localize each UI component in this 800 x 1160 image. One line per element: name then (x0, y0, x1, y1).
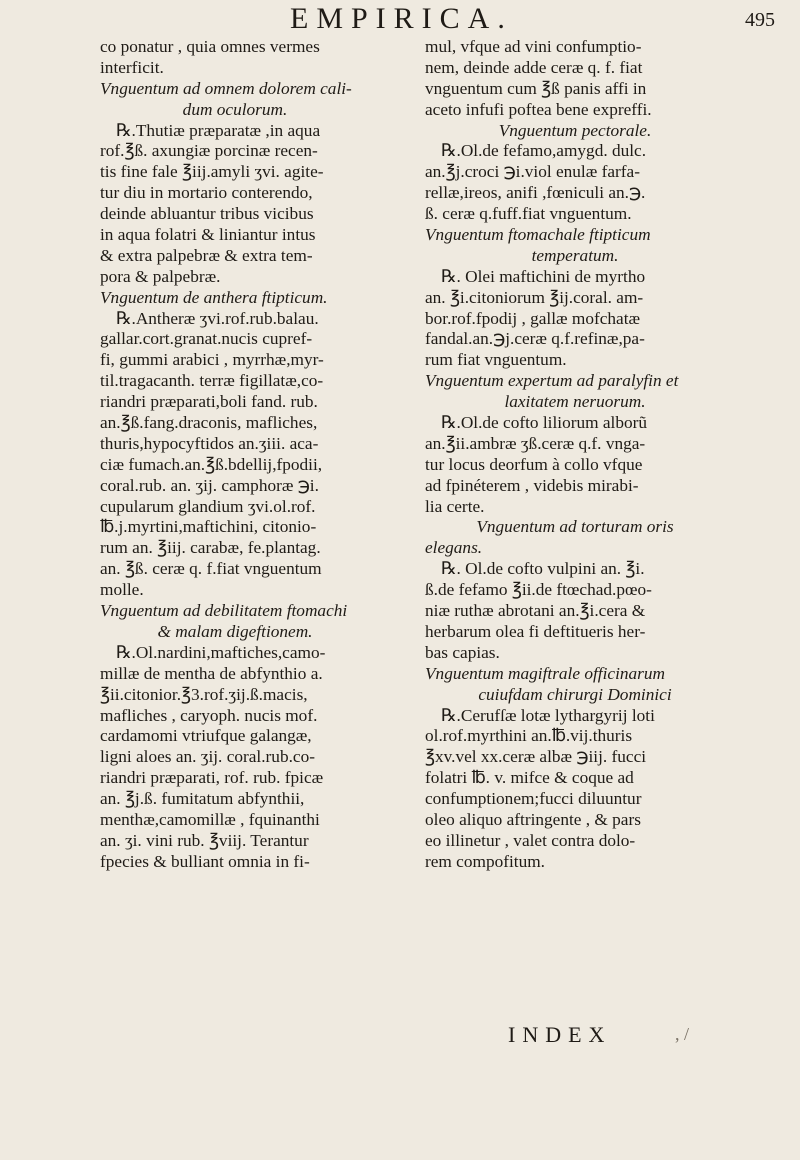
text-line: an.℥j.croci ℈i.viol enulæ farfa- (425, 162, 640, 182)
text-line: ℞.Ol.nardini,maftiches,camo- (116, 642, 326, 662)
text-line: cupularum glandium ʒvi.ol.rof. (100, 496, 316, 516)
running-head-title: EMPIRICA. (290, 2, 513, 35)
text-line: rof.℥ß. axungiæ porcinæ recen- (100, 141, 318, 161)
recipe-heading-line: Vnguentum ad debilitatem ftomachi (100, 601, 348, 621)
text-line: rem compofitum. (425, 851, 545, 871)
page-number: 495 (745, 9, 775, 31)
text-line: ß. ceræ q.fuff.fiat vnguentum. (425, 204, 632, 224)
recipe-heading-line: & malam digeftionem. (157, 621, 313, 641)
text-line: tur locus deorfum à collo vfque (425, 454, 643, 474)
text-line: eo illinetur , valet contra dolo- (425, 830, 636, 850)
running-head (0, 2, 800, 36)
recipe-heading-line: Vnguentum magiftrale officinarum (425, 663, 665, 683)
text-line: deinde abluantur tribus vicibus (100, 204, 314, 224)
text-line: vnguentum cum ℥ß panis affi in (425, 78, 647, 98)
text-line: co ponatur , quia omnes vermes (100, 37, 320, 56)
text-line: cardamomi vtriufque galangæ, (100, 726, 312, 746)
text-line: & extra palpebræ & extra tem- (100, 245, 313, 265)
text-line: herbarum olea fi deftitueris her- (425, 621, 646, 641)
text-line: til.tragacanth. terræ figillatæ,co- (100, 371, 324, 391)
text-line: mafliches , caryoph. nucis mof. (100, 705, 318, 725)
text-line: an. ℥i.citoniorum ℥ij.coral. am- (425, 287, 644, 307)
text-line: ℞.Ol.de cofto liliorum alborũ (441, 413, 648, 433)
recipe-heading-line: Vnguentum de anthera ftipticum. (100, 287, 328, 307)
ink-mark: , / (675, 1024, 690, 1044)
text-line: ol.rof.myrthini an.℔.vij.thuris (425, 726, 633, 746)
recipe-heading-line: Vnguentum ftomachale ftipticum (425, 225, 651, 245)
text-line: bas capias. (425, 642, 500, 662)
left-text-column (100, 37, 370, 873)
recipe-heading-line: temperatum. (531, 245, 619, 265)
text-line: nem, deinde adde ceræ q. f. fiat (425, 57, 643, 77)
text-line: ℥ii.citonior.℥3.rof.ʒij.ß.macis, (100, 684, 308, 704)
text-line: gallar.cort.granat.nucis cupref- (100, 329, 313, 349)
recipe-heading-line: Vnguentum expertum ad paralyfin et (425, 371, 679, 391)
text-line: ciæ fumach.an.℥ß.bdellij,fpodii, (100, 454, 323, 474)
text-line: riandri præparati, rof. rub. fpicæ (100, 768, 324, 788)
text-line: interficit. (100, 57, 164, 77)
text-line: ℞. Olei maftichini de myrtho (441, 266, 646, 286)
text-line: riandri præparati,boli fand. rub. (100, 392, 318, 412)
recipe-heading-line: cuiufdam chirurgi Dominici (478, 684, 672, 704)
text-line: confumptionem;fucci diluuntur (425, 789, 642, 809)
text-line: fi, gummi arabici , myrrhæ,myr- (100, 350, 324, 370)
text-line: ligni aloes an. ʒij. coral.rub.co- (100, 747, 315, 767)
text-line: ℞.Antheræ ʒvi.rof.rub.balau. (116, 308, 319, 328)
text-line: millæ de mentha de abfynthio a. (100, 663, 323, 683)
recipe-heading-line: Vnguentum ad omnem dolorem cali- (100, 78, 352, 98)
text-line: pora & palpebræ. (100, 266, 221, 286)
text-line: rellæ,ireos, anifi ,fœniculi an.℈. (425, 183, 646, 203)
text-line: aceto infufi poftea bene expreffi. (425, 99, 652, 119)
text-line: folatri ℔. v. mifce & coque ad (425, 768, 634, 788)
text-line: lia certe. (425, 496, 485, 516)
recipe-heading-line: laxitatem neruorum. (504, 392, 646, 412)
text-line: an.℥ii.ambræ ʒß.ceræ q.f. vnga- (425, 433, 646, 453)
text-line: oleo aliquo aftringente , & pars (425, 809, 641, 829)
text-line: an.℥ß.fang.draconis, mafliches, (100, 413, 318, 433)
text-line: ℞.Thutiæ præparatæ ,in aqua (116, 120, 321, 140)
text-line: in aqua folatri & liniantur intus (100, 225, 316, 245)
text-line: menthæ,camomillæ , fquinanthi (100, 809, 320, 829)
text-line: ℞. Ol.de cofto vulpini an. ℥i. (441, 559, 645, 579)
text-line: niæ ruthæ abrotani an.℥i.cera & (425, 601, 646, 621)
text-line: ad fpinéterem , videbis mirabi- (425, 475, 639, 495)
recipe-heading-line: dum oculorum. (182, 99, 288, 119)
text-line: ℥xv.vel xx.ceræ albæ ℈iij. fucci (425, 747, 647, 767)
text-line: coral.rub. an. ʒij. camphoræ ℈i. (100, 475, 319, 495)
text-line: ℞.Ol.de fefamo,amygd. dulc. (441, 141, 647, 161)
right-text-column (425, 37, 725, 873)
text-line: ℔.j.myrtini,maftichini, citonio- (100, 517, 317, 537)
text-line: tur diu in mortario conterendo, (100, 183, 313, 203)
catchword: INDEX (508, 1022, 612, 1047)
text-line: rum an. ℥iij. carabæ, fe.plantag. (100, 538, 321, 558)
text-line: an. ℥ß. ceræ q. f.fiat vnguentum (100, 559, 322, 579)
text-line: fandal.an.℈j.ceræ q.f.refinæ,pa- (425, 329, 645, 349)
text-line: an. ℥j.ß. fumitatum abfynthii, (100, 789, 305, 809)
recipe-heading-line: elegans. (425, 538, 483, 558)
text-line: an. ʒi. vini rub. ℥viij. Terantur (100, 830, 309, 850)
text-line: thuris,hypocyftidos an.ʒiii. aca- (100, 433, 319, 453)
text-line: mul, vfque ad vini confumptio- (425, 37, 642, 56)
text-line: ß.de fefamo ℥ii.de ftœchad.pœo- (425, 580, 652, 600)
text-line: fpecies & bulliant omnia in fi- (100, 851, 310, 871)
recipe-heading-line: Vnguentum ad torturam oris (476, 517, 674, 537)
text-line: molle. (100, 580, 144, 600)
text-line: tis fine fale ℥iij.amyli ʒvi. agite- (100, 162, 324, 182)
text-line: ℞.Cerufſæ lotæ lythargyrij loti (441, 705, 655, 725)
text-line: rum fiat vnguentum. (425, 350, 567, 370)
recipe-heading-line: Vnguentum pectorale. (498, 120, 652, 140)
text-line: bor.rof.fpodij , gallæ mofchatæ (425, 308, 641, 328)
